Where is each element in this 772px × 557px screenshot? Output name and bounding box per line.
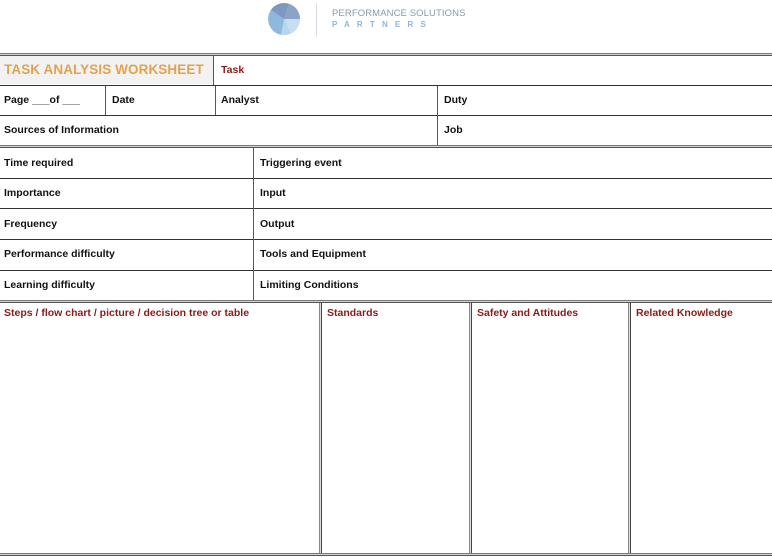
job-field-label[interactable]: Job — [444, 124, 463, 136]
brand-name: PERFORMANCE SOLUTIONS — [332, 8, 466, 19]
cell-divider — [213, 55, 214, 85]
output-label[interactable]: Output — [260, 218, 295, 230]
column-divider — [469, 303, 472, 553]
row-divider — [0, 115, 772, 116]
steps-column-header[interactable]: Steps / flow chart / picture / decision tree or table — [4, 307, 250, 319]
logo-divider — [316, 3, 317, 37]
row-divider — [0, 208, 772, 209]
tools-equipment-label[interactable]: Tools and Equipment — [260, 248, 366, 260]
limiting-conditions-label[interactable]: Limiting Conditions — [260, 279, 359, 291]
row-divider — [0, 178, 772, 179]
section-divider — [0, 145, 772, 148]
sources-field-label[interactable]: Sources of Information — [4, 124, 119, 136]
row-divider — [0, 85, 772, 86]
input-label[interactable]: Input — [260, 187, 286, 199]
frequency-label[interactable]: Frequency — [4, 218, 58, 230]
triggering-event-label[interactable]: Triggering event — [260, 157, 342, 169]
pie-logo-icon — [267, 2, 301, 36]
duty-field-label[interactable]: Duty — [444, 94, 468, 106]
knowledge-column-header[interactable]: Related Knowledge — [636, 307, 733, 319]
task-field-label[interactable]: Task — [221, 64, 245, 76]
standards-column-header[interactable]: Standards — [327, 307, 379, 319]
cell-divider — [437, 86, 438, 145]
importance-label[interactable]: Importance — [4, 187, 61, 199]
page-field-label[interactable]: Page ___of ___ — [4, 94, 80, 106]
analyst-field-label[interactable]: Analyst — [221, 94, 259, 106]
time-required-label[interactable]: Time required — [4, 157, 74, 169]
learning-difficulty-label[interactable]: Learning difficulty — [4, 279, 96, 291]
row-divider — [0, 270, 772, 271]
section-divider — [0, 300, 772, 303]
row-divider — [0, 239, 772, 240]
cell-divider — [215, 86, 216, 115]
column-divider — [319, 303, 322, 553]
table-border-bottom — [0, 553, 772, 556]
cell-divider — [105, 86, 106, 115]
brand-subname: PARTNERS — [332, 20, 434, 29]
cell-divider — [253, 148, 254, 300]
column-divider — [628, 303, 631, 553]
table-border-top — [0, 53, 772, 56]
date-field-label[interactable]: Date — [112, 94, 135, 106]
performance-difficulty-label[interactable]: Performance difficulty — [4, 248, 115, 260]
worksheet-title: TASK ANALYSIS WORKSHEET — [4, 62, 204, 77]
safety-column-header[interactable]: Safety and Attitudes — [477, 307, 579, 319]
